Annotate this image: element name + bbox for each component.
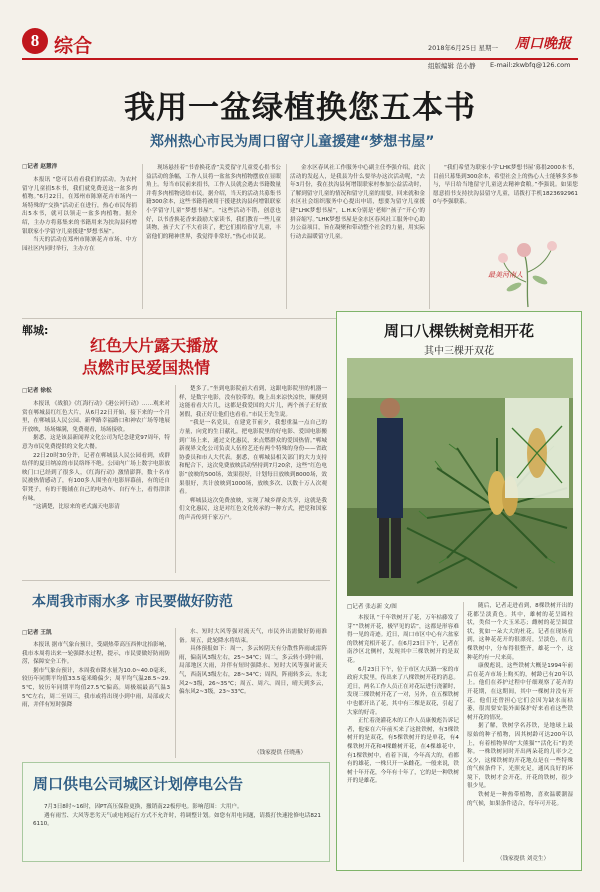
cycad-subhead: 其中三棵开双花 — [424, 346, 494, 357]
film-kicker: 郸城: — [22, 324, 49, 337]
lead-col-4: “我们希望为联家小学‘LHK梦想书屋’募捐2000本书，目前只募集到300余本，希望社会上的热心人士能够多多参与，早日给当地留守儿童送去精神食粮。”李强说。如果您愿意捐书支持扶沟县留守儿童，请拨打手机18236929610与李强联系。 — [433, 165, 578, 206]
date-line: 2018年6月25日 星期一 — [428, 44, 499, 52]
film-headline-2: 点燃市民爱国热情 — [82, 358, 211, 377]
header-underline — [22, 58, 578, 60]
lead-byline: □记者 赵慧洋 — [22, 164, 58, 170]
film-byline: □记者 徐松 — [22, 388, 52, 394]
page-number-badge: 8 — [22, 28, 48, 54]
cycad-col-2: 随后，记者走进看到，8棵铁树开出的花都呈淡黄色。其中，雄树的花呈圆柱状，类似一个大玉米芯；雌树的花呈圆盘状，犹如一朵大大的杜花。记者在现场看到，这种花花开的很漂亮，呈淡色，在几棵铁树中，分布得很整齐，雄花一个，这种花约有一尺来高。 康俊彪说，这些铁树大概是1994年前后在花卉市场上购买的，树龄已有20年以上。他们在养护过程中仔细观察了花卉的开花期，在这期间，其中一棵树并没有开花。他们还曾担心它们会因为缺水而枯萎，很需要安装外面保护好来看看这些铁树开花的情况。 据了解，铁树学名苏铁，是地球上最原始的种子植物，因其树龄可达200年以上，有着植物界的“大熊猫”“活化石”的美称。一株铁树同时开出两朵花的几率少之又少，这棵铁树的开花地点是在一些特殊的气候条件下，光照充足，通风良好的环境下，铁树才会开花，开花的铁树，很少很少见。 铁树是一种热带植物，喜欢温暖潮湿的气候，如果条件适合，每年可开花。 — [467, 603, 573, 807]
brand-logo: 周口晚报 — [515, 36, 571, 52]
film-col-2: 楚多了。”坐到电影院前大看到，这跟电影院里的机器一样，是数字电影，没有胶带的。晚上出来凉快凉快，顺便到这能看看大片儿，这都是我爱国的大片儿，两个孩子正好放暑假，我正好让他们也看看。”市民王先生说。 “我是一名党员，在建党节前夕，我想重温一点自己的方量，向党的生日献礼，把电影院里的好电影、爱国电影搬到广场上来，通过文化惠民，来点燃群众的爱国热情。”郸城新视界文化公司负责人伍栓艺还有两个特殊的身份——省政协委员和市人大代表。据悉，在郸城县相关部门的大力支持和配合下，这次免费放映活动坚持到7月20余，这些“红色电影”放映的500场，效果很好，计划每日放映到8000场，效果很好，共计放映到1000场，放映多次、以数十万人次观看。 郸城县这次免费放映，实现了城乡群众共享，这就是我们文化惠民，这是对红色文化传承的一种方式，把党和国家的声音传到千家万户。 — [179, 386, 327, 521]
image-caption: 最美河南人 — [488, 271, 523, 279]
lead-col-2: 现场悬挂着“书香换花香”关爱留守儿童爱心捐书公益活动的条幅，工作人员将一盆盆多肉植物摆放在显眼角上。每当市民前来捐书，工作人员就会遇去书籍数量并将多肉植物送给市民。据介绍，当天的活动共募集书籍300余本，这些书籍将被用于援建扶沟县何增银联家小学留守儿童“梦想书屋”。“这些活动不错，创意也好，以书香换花香来鼓励大家读书，我们教育一些儿童读物，孩子大了不大看读了，把它们捐给留守儿童，丰富他们的精神世界，我觉得非常好。”热心市民说。 — [146, 165, 281, 240]
page-header — [0, 0, 600, 68]
section-name: 综合 — [54, 35, 93, 57]
rain-col-2: 水、短时大风等强对流天气，市民外出需做好防雨准备。周五，此轮降水将结束。 具体预报如下：周一，多云转阴天有分散性阵雨或雷阵雨，偏南风3级左右，25~34℃；周二，多云转小到中雨，局部地区大雨，并伴有短时强降水、短时大风等强对流天气，西南风3级左右，28~34℃；周四，阵雨转多云，东北风2~3级，26~35℃；周五、周六、周日，晴天到多云，偏东风2~3级，23~33℃。 — [179, 629, 327, 696]
rain-credit: （钱家提供 任晓燕） — [254, 750, 307, 756]
power-text: 7月3日8时~16时，因PT高压保险更换，撤销南22板停电。影响范围：大用户。 遇有雨雪、大风等恶劣天气或电网运行方式不允许时，将调整计划。如您有用电问题，请拨打快速抢修电话8216110。 — [33, 804, 321, 828]
cycad-box — [336, 311, 582, 871]
lead-col-1: 本报讯 “您可以看看我们的活动。为农村留守儿童捐5本书，我们就免费送这一盆多肉植物。”6月22日，在郑州市陈寨花卉市场内一场特殊的“交换”活动正在进行，热心市民每捐出5本书，就可以领走一盆多肉植物。据介绍，主办方将募集来的书籍用来为扶沟县何增银联家小学留守儿童援建“梦想书屋”。 当天的活动在郑州市陈寨花卉市场、中方园社区内同时举行，主办方在 — [22, 177, 137, 252]
lead-headline: 我用一盆绿植换您五本书 — [124, 90, 476, 126]
power-headline: 周口供电公司城区计划停电公告 — [33, 775, 244, 793]
film-col-1: 本报讯 《战狼》《红海行动》《港公河行动》……观来对赏在郸城县红红色大片，从6月22日开始，接下来的一个月里，在郸城县人民公园、新华路幸福路口和神农广场等地展开放映，场场爆满，免费观看，场场接收。 据悉，这是该县新闻界文化公司为纪念建党97周年，特意为市民免费提供的文化大餐。 22日20时30分许，记者在郸城县人民公园看到，成群结伴的夏日纳凉的市民络绎不绝。公园内广场上数字电影放映门口已经到了很多人，《红海行动》激情澎湃，数十名市民被热情感动了，有100多人围坐在电影屏幕前，有的还自带凳子，有的干脆铺在自己的电动车、自行车上，看得津津有味。 “这满楚，比原来的老式露天电影清 — [22, 401, 170, 511]
cycad-photo-caption: □记者 张志新 文/图 — [347, 604, 397, 610]
lead-col-3: 金水区春风社工作服务中心副主任李强介绍，此次活动的发起人，是我县为什么要举办这次活动呢，“去年3月份，我在扶沟县何增银联家村参加公益活动时，了解到留守儿童的情况和留守儿童的需要，回来就和金水区社会组织服务中心提出申请，想要为留守儿童援建“LHK梦想书屋”，L.H.K分别是‘老师’‘孩子’‘开心’的拼音缩写。”LHK梦想书屋是金水区春风社工服务中心助力公益项目，旨在凝聚和带动整个社会的力量，用实际行动去温暖留守儿童。 — [290, 165, 425, 240]
rain-headline: 本周我市雨水多 市民要做好防范 — [32, 594, 233, 610]
cycad-credit: （钱家提供 刘竞生） — [497, 856, 550, 862]
cycad-photo — [347, 358, 573, 596]
film-headline-1: 红色大片露天播放 — [90, 336, 219, 355]
rain-col-1: 本报讯 据市气象台预计，受副热带高压西伸北抬影响，我市本周将出来一轮强降水过程，提示，市民要做好防雨防涝，保障安全工作。 据市气象台预计，本周我市降水量为10.0~40.0毫米，较历年同期平均值33.5毫米略偏少；周平均气温28.5~29.5℃，较历年同期平均值27.5℃偏高。周极端最高气温35℃左右，周二至周三，我市或将出现小到中雨，局部或大雨，并伴有短时强降 — [22, 642, 170, 709]
power-notice-box — [22, 762, 330, 862]
email-line: E-mail:zkwbfq@126.com — [490, 61, 571, 69]
rain-byline: □记者 王凯 — [22, 630, 52, 636]
lead-subhead: 郑州热心市民为周口留守儿童援建“梦想书屋” — [150, 134, 435, 150]
cycad-col-1: 本报讯 “千年铁树开了花，万年枯藤发了芽”“铁树开花，极罕见的话”，这都是形容难得一见的奇迹。近日，周口市区中心有六盆家的铁树竞相开花了，在6月23日下午，记者在南沙区北侧村，发现其中三棵铁树开的是双花。 6月23日下午，位于市区大庆路一家的市政府大院里，传出来了八棵铁树开花的消息。近日，两名工作人员正在对花坛进行浇灌时，发现三棵铁树开花了一对，另外，在五棵铁树中也都开出了花，其中有三棵是双花，引起了大家的好奇。 正忙着浇灌花木的工作人员康俊彪告诉记者，他家在六年前买来了这批铁树，有3棵铁树开的是双花，有5棵铁树开的是单花，有4棵铁树开花和4棵雌树开花，在4棵雄花中，有1棵铁树中，看着下面，今年高大的，看都有的雄花，一株只开一朵雌花。一般来说，铁树十年开花，今年有十年了，它的是一种铁树开的是雄花。 — [347, 615, 459, 785]
editor-line: 组版编辑 范小静 — [428, 62, 476, 70]
cycad-headline: 周口八棵铁树竞相开花 — [383, 322, 534, 340]
